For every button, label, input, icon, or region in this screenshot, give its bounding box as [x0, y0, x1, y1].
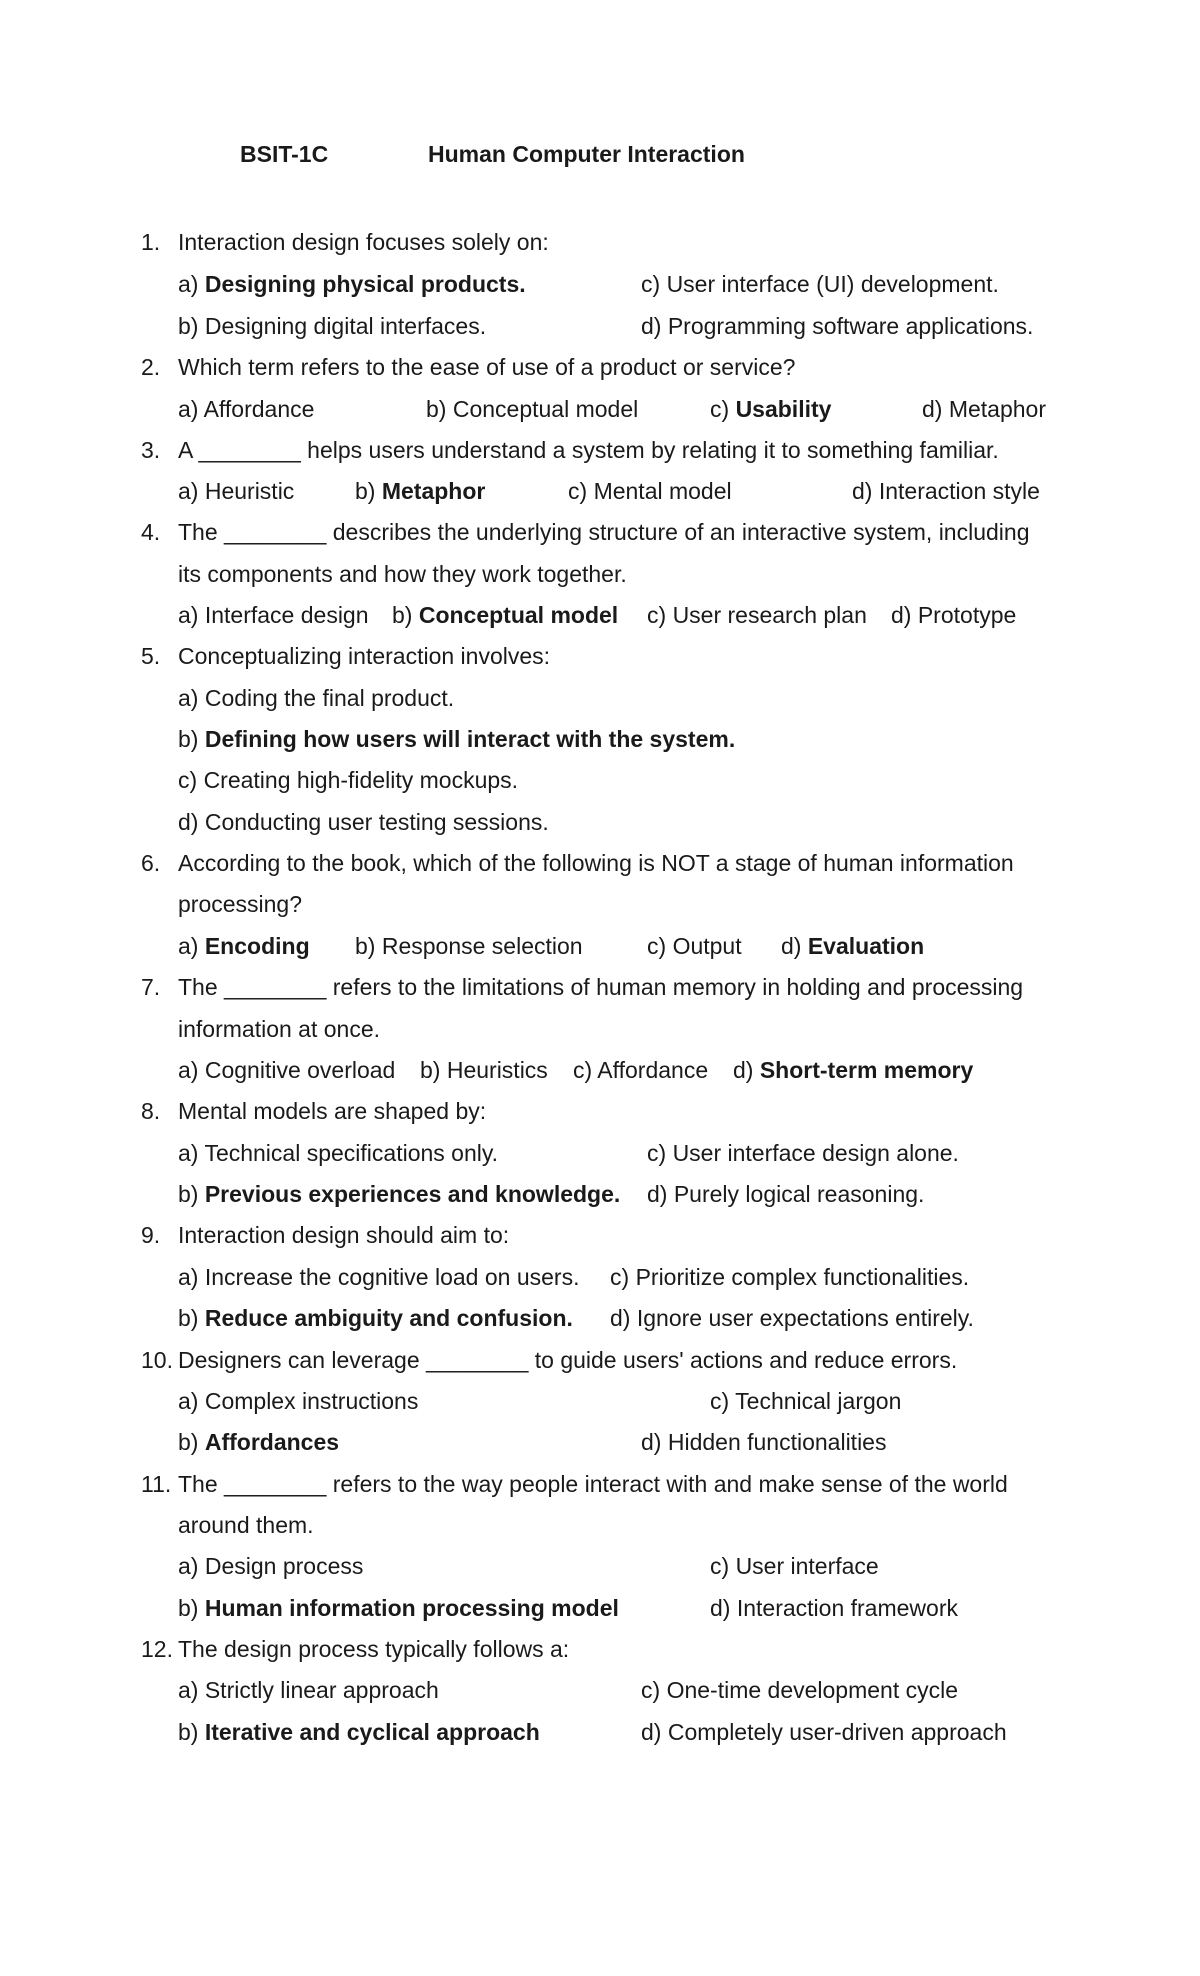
option: d) Evaluation	[781, 933, 925, 959]
question-text: Designers can leverage ________ to guide users' actions and reduce errors.	[178, 1347, 958, 1373]
option: a) Technical specifications only.	[178, 1140, 499, 1166]
option: c) Usability	[710, 396, 832, 422]
option: d) Purely logical reasoning.	[647, 1181, 925, 1207]
question-number: 11.	[141, 1471, 172, 1497]
option: b) Designing digital interfaces.	[178, 313, 487, 339]
option: d) Metaphor	[922, 396, 1047, 422]
option: a) Interface design	[178, 602, 369, 628]
option: c) One-time development cycle	[641, 1677, 959, 1703]
option: c) Prioritize complex functionalities.	[610, 1264, 970, 1290]
option: b) Heuristics	[420, 1057, 548, 1083]
option: a) Heuristic	[178, 478, 295, 504]
question-number: 9.	[141, 1222, 161, 1248]
subject-title: Human Computer Interaction	[428, 141, 745, 167]
question-text: A ________ helps users understand a system by relating it to something familiar.	[178, 437, 999, 463]
option: d) Hidden functionalities	[641, 1429, 887, 1455]
question-number: 8.	[141, 1098, 161, 1124]
option: b) Conceptual model	[426, 396, 639, 422]
question-text: The design process typically follows a:	[178, 1636, 570, 1662]
option: a) Affordance	[178, 396, 315, 422]
question-text: Which term refers to the ease of use of a product or service?	[178, 354, 796, 380]
option: b) Defining how users will interact with the system.	[178, 726, 736, 752]
question-number: 12.	[141, 1636, 173, 1662]
question-text: The ________ describes the underlying structure of an interactive system, including	[178, 519, 1030, 545]
option: d) Interaction framework	[710, 1595, 958, 1621]
option: a) Complex instructions	[178, 1388, 419, 1414]
option: d) Ignore user expectations entirely.	[610, 1305, 974, 1331]
option: c) Affordance	[573, 1057, 709, 1083]
question-text: Interaction design focuses solely on:	[178, 229, 549, 255]
option: b) Iterative and cyclical approach	[178, 1719, 540, 1745]
question-number: 7.	[141, 974, 161, 1000]
option: d) Conducting user testing sessions.	[178, 809, 549, 835]
option: b) Conceptual model	[392, 602, 619, 628]
option: c) Mental model	[568, 478, 732, 504]
question-number: 3.	[141, 437, 161, 463]
option: b) Human information processing model	[178, 1595, 619, 1621]
option: c) User interface (UI) development.	[641, 271, 999, 297]
option: a) Coding the final product.	[178, 685, 455, 711]
question-number: 4.	[141, 519, 161, 545]
option: c) Creating high-fidelity mockups.	[178, 767, 519, 793]
option: c) User interface design alone.	[647, 1140, 959, 1166]
option: a) Cognitive overload	[178, 1057, 396, 1083]
option: b) Affordances	[178, 1429, 340, 1455]
question-text: Interaction design should aim to:	[178, 1222, 510, 1248]
option: a) Designing physical products.	[178, 271, 526, 297]
option: b) Metaphor	[355, 478, 486, 504]
option: a) Encoding	[178, 933, 310, 959]
question-text: The ________ refers to the way people interact with and make sense of the world	[178, 1471, 1008, 1497]
course-code: BSIT-1C	[240, 141, 329, 167]
question-text: processing?	[178, 891, 303, 917]
option: d) Programming software applications.	[641, 313, 1034, 339]
option: b) Response selection	[355, 933, 583, 959]
option: d) Short-term memory	[733, 1057, 974, 1083]
question-number: 1.	[141, 229, 161, 255]
question-text: around them.	[178, 1512, 314, 1538]
option: d) Interaction style	[852, 478, 1040, 504]
question-number: 2.	[141, 354, 161, 380]
option: d) Completely user-driven approach	[641, 1719, 1007, 1745]
option: c) User research plan	[647, 602, 867, 628]
option: a) Increase the cognitive load on users.	[178, 1264, 580, 1290]
option: c) User interface	[710, 1553, 879, 1579]
question-number: 10.	[141, 1347, 173, 1373]
question-number: 6.	[141, 850, 161, 876]
option: c) Technical jargon	[710, 1388, 902, 1414]
question-text: According to the book, which of the following is NOT a stage of human information	[178, 850, 1014, 876]
question-number: 5.	[141, 643, 161, 669]
option: a) Strictly linear approach	[178, 1677, 439, 1703]
question-text: Mental models are shaped by:	[178, 1098, 487, 1124]
question-text: The ________ refers to the limitations of human memory in holding and processing	[178, 974, 1024, 1000]
question-text: Conceptualizing interaction involves:	[178, 643, 551, 669]
option: d) Prototype	[891, 602, 1017, 628]
question-text: information at once.	[178, 1016, 381, 1042]
question-text: its components and how they work together.	[178, 561, 627, 587]
option: b) Previous experiences and knowledge.	[178, 1181, 621, 1207]
option: a) Design process	[178, 1553, 364, 1579]
option: b) Reduce ambiguity and confusion.	[178, 1305, 573, 1331]
option: c) Output	[647, 933, 742, 959]
